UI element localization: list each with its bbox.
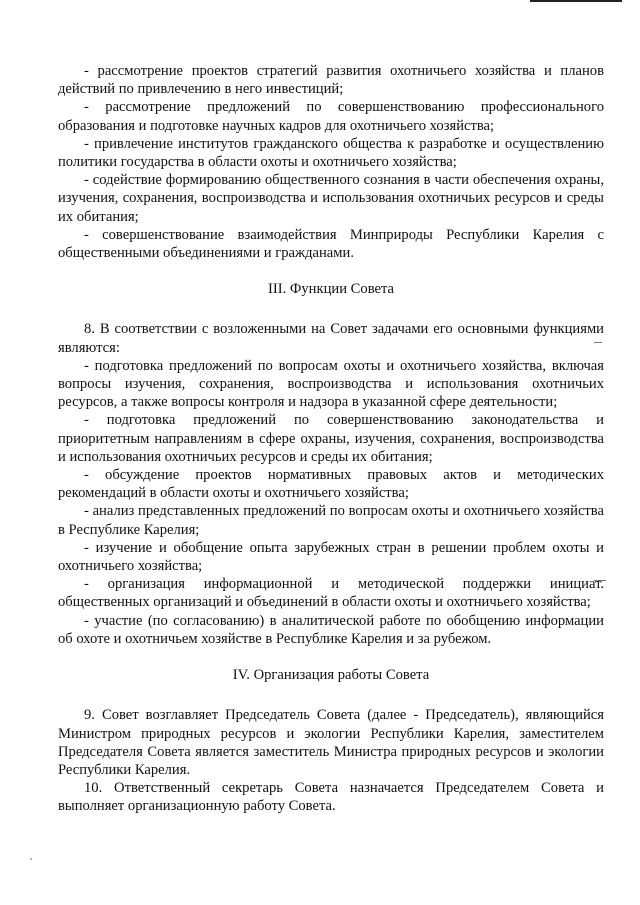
section3-item: - анализ представленных предложений по вопросам охоты и охотничьего хозяйства в Республике Карелия; bbox=[58, 503, 604, 538]
section2-item: - привлечение институтов гражданского общества к разработке и осуществлению политики государства в области охоты и охотничьего хозяйства; bbox=[58, 135, 604, 171]
section2-item: - рассмотрение предложений по совершенствованию профессионального образования и подготовке научных кадров для охотничьего хозяйства; bbox=[58, 99, 604, 134]
section3-item: - участие (по согласованию) в аналитической работе по обобщению информации об охоте и охотничьем хозяйстве в Республике Карелия и за рубежом. bbox=[58, 612, 604, 647]
section3-heading: III. Функции Совета bbox=[267, 281, 395, 298]
section3-item: - организация информационной и методической поддержки инициат. общественных организаций и объединений в области охоты и охотничьего хозяйства; bbox=[58, 576, 604, 611]
section2-item: - совершенствование взаимодействия Минприроды Республики Карелия с общественными объединениями и гражданами. bbox=[58, 226, 604, 262]
section2-item: - содействие формированию общественного сознания в части обеспечения охраны, изучения, сохранения, воспроизводства и использования охотничьих ресурсов и среды их обитания; bbox=[58, 172, 604, 225]
section4-paragraph: 10. Ответственный секретарь Совета назначается Председателем Совета и выполняет организационную работу Совета. bbox=[58, 780, 604, 815]
section4-heading: IV. Организация работы Совета bbox=[232, 667, 430, 684]
section3-item: - обсуждение проектов нормативных правовых актов и методических рекомендаций в области охоты и охотничьего хозяйства; bbox=[58, 467, 604, 502]
document-body bbox=[58, 62, 604, 816]
section3-intro: 8. В соответствии с возложенными на Совет задачами его основными функциями являются: bbox=[58, 321, 604, 356]
section2-item: - рассмотрение проектов стратегий развития охотничьего хозяйства и планов действий по привлечению в него инвестиций; bbox=[58, 63, 604, 98]
section3-item: - подготовка предложений по совершенствованию законодательства и приоритетным направлениям в сфере охраны, изучения, сохранения, воспроизводства и использования охотничьих ресурсов и среды их обитания; bbox=[58, 412, 604, 465]
section3-item: - изучение и обобщение опыта зарубежных стран в решении проблем охоты и охотничьего хозяйства; bbox=[58, 539, 604, 575]
scan-speck bbox=[30, 858, 32, 860]
section4-paragraph: 9. Совет возглавляет Председатель Совета (далее - Председатель), являющийся Министром природных ресурсов и экологии Республики Карелия, заместителем Председателя Совета является заместитель Министра природных ресурсов и экологии Республики Карелия. bbox=[58, 707, 604, 778]
section3-item: - подготовка предложений по вопросам охоты и охотничьего хозяйства, включая вопросы изучения, сохранения, воспроизводства и использования охотничьих ресурсов, а также вопросы контроля и надзора в указанной сфере деятельности; bbox=[58, 357, 604, 411]
scan-edge-mark bbox=[530, 0, 622, 2]
